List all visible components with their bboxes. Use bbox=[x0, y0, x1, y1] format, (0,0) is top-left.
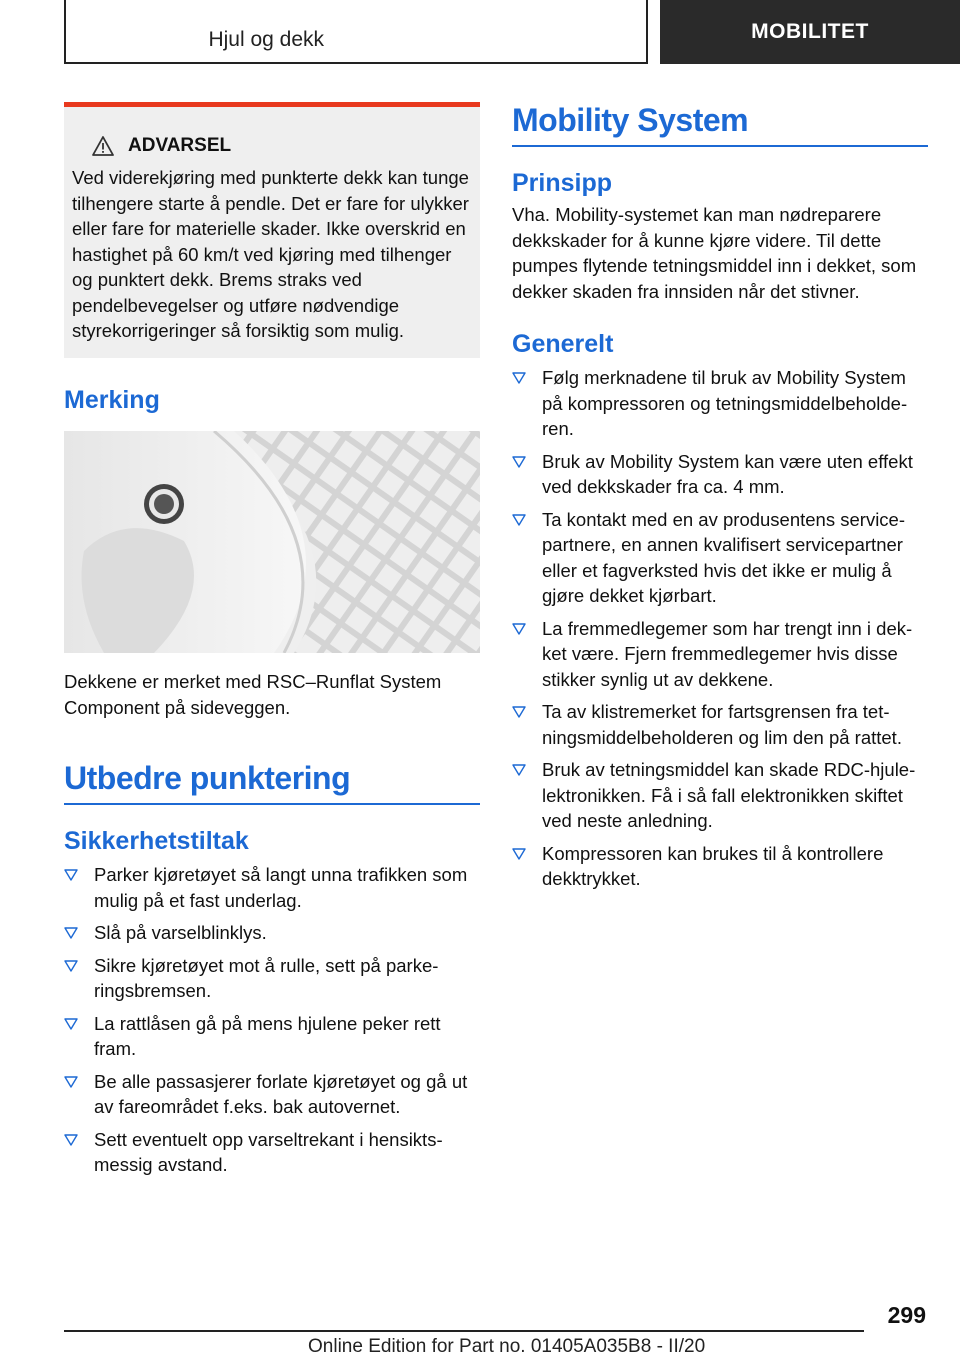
bullet-triangle-icon bbox=[64, 1017, 78, 1031]
list-item: Slå på varselblinklys. bbox=[64, 920, 480, 946]
warning-title: ADVARSEL bbox=[128, 135, 232, 156]
footer-edition: Online Edition for Part no. 01405A035B8 - II/20 bbox=[308, 1336, 706, 1357]
header-section: Hjul og dekk bbox=[208, 28, 324, 51]
bullet-triangle-icon bbox=[512, 847, 526, 861]
merking-heading: Merking bbox=[64, 386, 160, 414]
sikkerhetstiltak-heading: Sikkerhetstiltak bbox=[64, 827, 249, 855]
footer-rule bbox=[64, 1330, 864, 1332]
generelt-list bbox=[512, 365, 928, 892]
bullet-triangle-icon bbox=[512, 622, 526, 636]
list-item: La fremmedlegemer som har trengt inn i dekket være. Fjern fremmedlegemer hvis disse stikker synlig ut av dekkene. bbox=[512, 616, 928, 693]
prinsipp-heading: Prinsipp bbox=[512, 169, 613, 197]
list-item: Bruk av Mobility System kan være uten effekt ved dekkskader fra ca. 4 mm. bbox=[512, 449, 928, 500]
list-item: Sett eventuelt opp varseltrekant i hensiktsmessig avstand. bbox=[64, 1127, 480, 1178]
utbedre-heading: Utbedre punktering bbox=[64, 760, 480, 805]
bullet-triangle-icon bbox=[64, 959, 78, 973]
bullet-triangle-icon bbox=[64, 1133, 78, 1147]
warning-triangle-icon bbox=[92, 136, 114, 156]
list-item: La rattlåsen gå på mens hjulene peker rett fram. bbox=[64, 1011, 480, 1062]
right-column bbox=[512, 102, 928, 899]
generelt-heading: Generelt bbox=[512, 330, 614, 358]
bullet-triangle-icon bbox=[64, 926, 78, 940]
left-column bbox=[64, 102, 480, 1185]
merking-caption: Dekkene er merket med RSC–Runflat System Component på sideveggen. bbox=[64, 671, 442, 718]
bullet-triangle-icon bbox=[512, 763, 526, 777]
bullet-triangle-icon bbox=[512, 513, 526, 527]
list-item: Kompressoren kan brukes til å kontrollere dekktrykket. bbox=[512, 841, 928, 892]
list-item: Ta av klistremerket for fartsgrensen fra tetningsmiddelbeholderen og lim den på rattet. bbox=[512, 699, 928, 750]
list-item: Be alle passasjerer forlate kjøretøyet og gå ut av fareområdet f.eks. bak autovernet. bbox=[64, 1069, 480, 1120]
mobility-heading: Mobility System bbox=[512, 102, 928, 147]
list-item: Sikre kjøretøyet mot å rulle, sett på parkeringsbremsen. bbox=[64, 953, 480, 1004]
bullet-triangle-icon bbox=[64, 1075, 78, 1089]
list-item: Ta kontakt med en av produsentens servicepartnere, en annen kvalifisert servicepartner eller et fagverksted hvis det ikke er mulig å gjøre dekket kjørbart. bbox=[512, 507, 928, 609]
warning-text: Ved viderekjøring med punkterte dekk kan tunge tilhengere starte å pendle. Det er fare for ulykker eller fare for materielle skader. Ikke overskrid en hastighet på 60 km/t ved kjøring med tilhenger og punktert dekk. Brems straks ved pendelbevegelser og utføre nødvendige styrekorrigeringer så forsiktig som mulig. bbox=[72, 167, 469, 341]
list-item: Bruk av tetningsmiddel kan skade RDC-hjulelektronikken. Få i så fall elektronikken skiftet ved neste anledning. bbox=[512, 757, 928, 834]
warning-box bbox=[64, 102, 480, 358]
tire-sidewall-image bbox=[64, 431, 480, 653]
header-box bbox=[64, 0, 648, 64]
warning-header bbox=[92, 135, 470, 157]
prinsipp-text: Vha. Mobility-systemet kan man nødreparere dekkskader for å kunne kjøre videre. Til dette pumpes flytende tetningsmiddel inn i dekket, som dekker skaden fra innsiden når det stivner. bbox=[512, 204, 917, 302]
bullet-triangle-icon bbox=[64, 868, 78, 882]
bullet-triangle-icon bbox=[512, 705, 526, 719]
sikkerhetstiltak-list bbox=[64, 862, 480, 1178]
page-number: 299 bbox=[887, 1302, 926, 1328]
list-item: Parker kjøretøyet så langt unna trafikken som mulig på et fast underlag. bbox=[64, 862, 480, 913]
bullet-triangle-icon bbox=[512, 371, 526, 385]
bullet-triangle-icon bbox=[512, 455, 526, 469]
header-chapter: MOBILITET bbox=[660, 0, 960, 64]
list-item: Følg merknadene til bruk av Mobility System på kompressoren og tetningsmiddelbeholderen. bbox=[512, 365, 928, 442]
